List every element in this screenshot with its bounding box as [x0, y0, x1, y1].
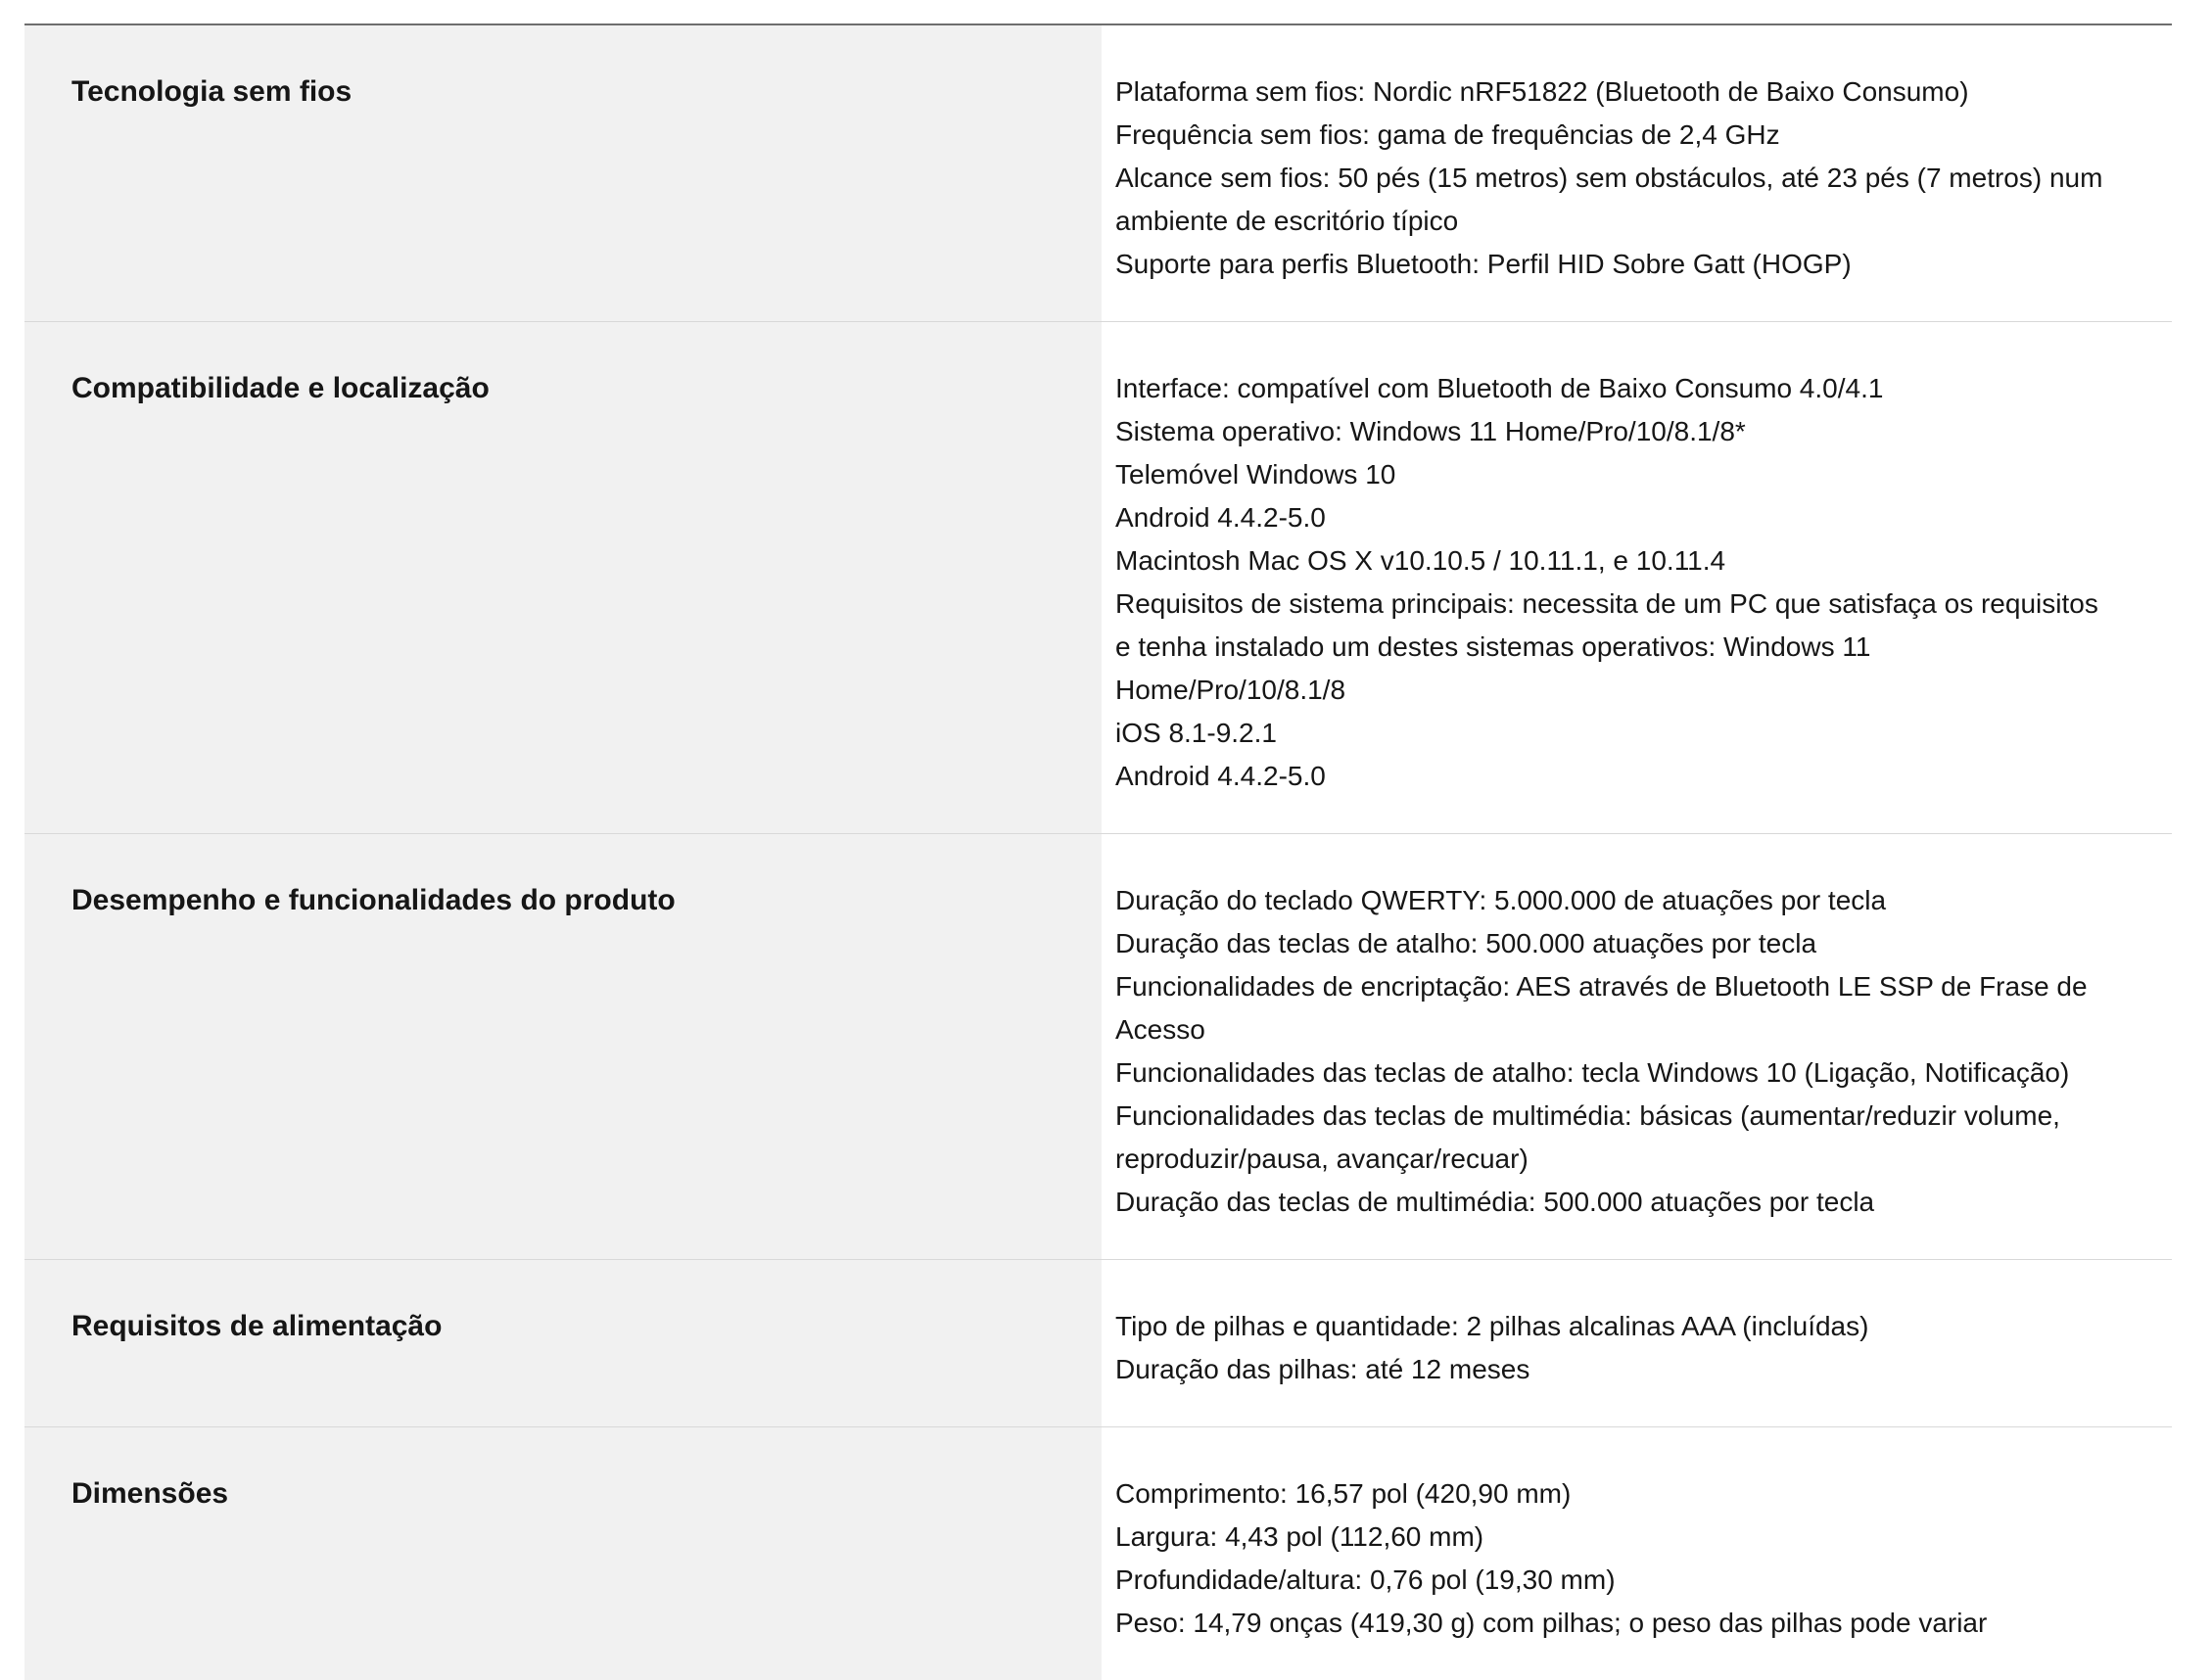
spec-name-cell	[24, 25, 1102, 321]
spec-value-cell	[1102, 1427, 2172, 1680]
spec-table	[24, 23, 2172, 1680]
spec-line: e tenha instalado um destes sistemas operativos: Windows 11	[1115, 631, 1871, 662]
spec-line: Funcionalidades das teclas de atalho: tecla Windows 10 (Ligação, Notificação)	[1115, 1057, 2070, 1088]
spec-name-cell	[24, 322, 1102, 833]
spec-name-cell	[24, 1427, 1102, 1680]
spec-value-cell	[1102, 1260, 2172, 1426]
spec-line: Home/Pro/10/8.1/8	[1115, 675, 1346, 705]
spec-line: Peso: 14,79 onças (419,30 g) com pilhas; o peso das pilhas pode variar	[1115, 1608, 1988, 1638]
spec-name-cell	[24, 834, 1102, 1259]
spec-row	[24, 1427, 2172, 1680]
spec-line: Frequência sem fios: gama de frequências de 2,4 GHz	[1115, 119, 1780, 150]
spec-line: Funcionalidades de encriptação: AES através de Bluetooth LE SSP de Frase de	[1115, 971, 2088, 1002]
spec-line: Duração das teclas de multimédia: 500.000 atuações por tecla	[1115, 1187, 1875, 1217]
spec-line: Suporte para perfis Bluetooth: Perfil HID Sobre Gatt (HOGP)	[1115, 249, 1852, 279]
spec-value-cell	[1102, 322, 2172, 833]
spec-line: Duração das pilhas: até 12 meses	[1115, 1354, 1530, 1384]
spec-line: Profundidade/altura: 0,76 pol (19,30 mm)	[1115, 1564, 1616, 1595]
spec-line: Interface: compatível com Bluetooth de Baixo Consumo 4.0/4.1	[1115, 373, 1884, 403]
section-title: Tecnologia sem fios	[71, 75, 353, 108]
spec-line: Sistema operativo: Windows 11 Home/Pro/10/8.1/8*	[1115, 416, 1746, 446]
spec-line: Telemóvel Windows 10	[1115, 459, 1396, 490]
spec-row	[24, 834, 2172, 1260]
section-title: Desempenho e funcionalidades do produto	[71, 884, 676, 916]
spec-value-cell	[1102, 834, 2172, 1259]
section-title: Dimensões	[71, 1477, 229, 1510]
section-title: Requisitos de alimentação	[71, 1310, 443, 1342]
spec-line: ambiente de escritório típico	[1115, 206, 1459, 236]
spec-row	[24, 1260, 2172, 1427]
spec-line: Tipo de pilhas e quantidade: 2 pilhas alcalinas AAA (incluídas)	[1115, 1311, 1869, 1341]
spec-row	[24, 25, 2172, 322]
spec-line: Duração das teclas de atalho: 500.000 atuações por tecla	[1115, 928, 1817, 958]
spec-line: Alcance sem fios: 50 pés (15 metros) sem obstáculos, até 23 pés (7 metros) num	[1115, 163, 2103, 193]
spec-line: Acesso	[1115, 1014, 1205, 1045]
spec-line: Android 4.4.2-5.0	[1115, 761, 1326, 791]
spec-line: Macintosh Mac OS X v10.10.5 / 10.11.1, e 10.11.4	[1115, 545, 1726, 576]
spec-line: Android 4.4.2-5.0	[1115, 502, 1326, 533]
spec-name-cell	[24, 1260, 1102, 1426]
spec-value-cell	[1102, 25, 2172, 321]
spec-line: iOS 8.1-9.2.1	[1115, 718, 1277, 748]
spec-line: Largura: 4,43 pol (112,60 mm)	[1115, 1521, 1484, 1552]
spec-line: Requisitos de sistema principais: necessita de um PC que satisfaça os requisitos	[1115, 588, 2098, 619]
spec-line: Comprimento: 16,57 pol (420,90 mm)	[1115, 1478, 1572, 1509]
section-title: Compatibilidade e localização	[71, 372, 490, 404]
spec-line: reproduzir/pausa, avançar/recuar)	[1115, 1143, 1529, 1174]
spec-row	[24, 322, 2172, 834]
spec-line: Funcionalidades das teclas de multimédia: básicas (aumentar/reduzir volume,	[1115, 1100, 2060, 1131]
spec-line: Duração do teclado QWERTY: 5.000.000 de atuações por tecla	[1115, 885, 1887, 915]
spec-line: Plataforma sem fios: Nordic nRF51822 (Bluetooth de Baixo Consumo)	[1115, 76, 1969, 107]
